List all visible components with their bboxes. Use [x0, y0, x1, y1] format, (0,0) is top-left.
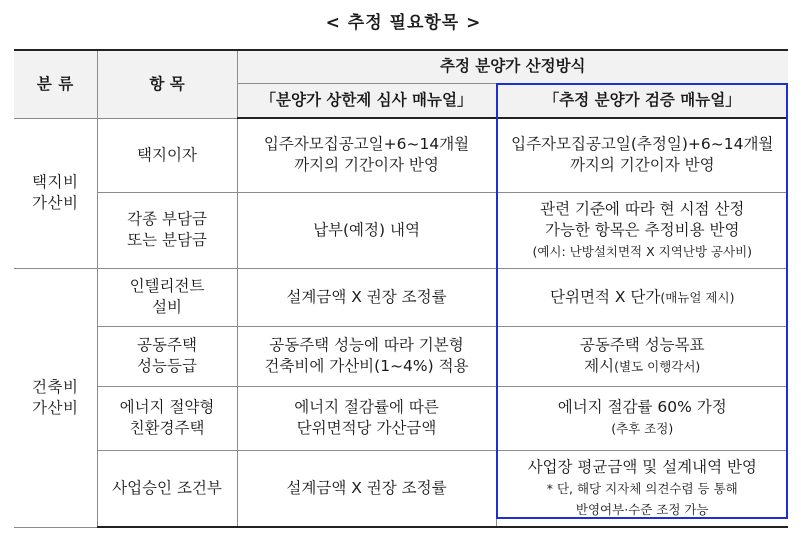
item-cell	[97, 450, 237, 527]
manual-b-cell	[496, 268, 788, 326]
manual-b-cell	[496, 326, 788, 386]
item-cell	[97, 268, 237, 326]
manual-b-text: 사업장 평균금액 및 설계내역 반영	[527, 457, 757, 476]
item-label: 공동주택 성능등급	[137, 336, 197, 375]
category-cell	[14, 268, 97, 527]
manual-b-cell	[496, 192, 788, 268]
category-label: 택지비 가산비	[32, 173, 79, 212]
manual-b-text: 단위면적 X 단가	[550, 287, 661, 306]
manual-a-text: 에너지 절감률에 따른 단위면적당 가산금액	[294, 398, 439, 437]
item-cell	[97, 326, 237, 386]
manual-b-cell	[496, 118, 788, 192]
manual-a-text: 입주자모집공고일+6~14개월 까지의 기간이자 반영	[263, 135, 470, 175]
manual-a-text: 납부(예정) 내역	[313, 220, 420, 239]
table-row	[14, 118, 788, 192]
manual-a-text: 설계금액 X 권장 조정률	[286, 287, 447, 306]
manual-b-text: 관련 기준에 따라 현 시점 산정 가능한 항목은 추정비용 반영	[540, 199, 745, 239]
manual-b-cell	[496, 450, 788, 527]
document-title: < 추정 필요항목 >	[325, 13, 482, 33]
item-cell	[97, 192, 237, 268]
item-label: 에너지 절약형 친환경주택	[119, 398, 215, 437]
header-manual-b: 「추정 분양가 검증 매뉴얼」	[496, 83, 788, 118]
manual-a-text: 설계금액 X 권장 조정률	[286, 478, 447, 497]
manual-b-text: 입주자모집공고일(추정일)+6~14개월 까지의 기간이자 반영	[511, 135, 774, 175]
item-cell	[97, 118, 237, 192]
manual-a-cell	[237, 450, 496, 527]
table-row	[14, 326, 788, 386]
category-cell	[14, 118, 97, 268]
manual-a-cell	[237, 192, 496, 268]
manual-b-text: 공동주택 성능목표 제시	[579, 336, 705, 375]
item-cell	[97, 386, 237, 450]
manual-a-text: 공동주택 성능에 따라 기본형 건축비에 가산비(1~4%) 적용	[264, 336, 469, 375]
header-item: 항 목	[97, 50, 237, 118]
header-manual-a: 「분양가 상한제 심사 매뉴얼」	[237, 83, 496, 118]
manual-b-cell	[496, 386, 788, 450]
estimation-items-table	[14, 49, 788, 528]
table-row	[14, 268, 788, 326]
table-row	[14, 450, 788, 527]
category-label: 건축비 가산비	[32, 377, 79, 417]
header-category: 분 류	[14, 50, 97, 118]
manual-a-cell	[237, 386, 496, 450]
manual-b-note: (추후 조정)	[611, 421, 674, 436]
manual-b-text: 에너지 절감률 60% 가정	[557, 398, 727, 416]
manual-a-cell	[237, 326, 496, 386]
manual-b-inline-note: (매뉴얼 제시)	[660, 289, 735, 305]
manual-a-cell	[237, 268, 496, 326]
item-label: 택지이자	[137, 145, 197, 164]
item-label: 인텔리전트 설비	[129, 277, 205, 316]
table-row	[14, 192, 788, 268]
item-label: 사업승인 조건부	[112, 478, 222, 497]
table-row	[14, 386, 788, 450]
manual-b-note: * 단, 해당 지자체 의견수렴 등 통해 반영여부·수준 조정 가능	[546, 480, 738, 517]
header-method: 추정 분양가 산정방식	[237, 50, 788, 83]
manual-b-note: (예시: 난방설치면적 X 지역난방 공사비)	[532, 243, 753, 259]
manual-b-inline-note: (별도 이행각서)	[614, 359, 701, 374]
item-label: 각종 부담금 또는 분담금	[127, 210, 207, 249]
manual-a-cell	[237, 118, 496, 192]
